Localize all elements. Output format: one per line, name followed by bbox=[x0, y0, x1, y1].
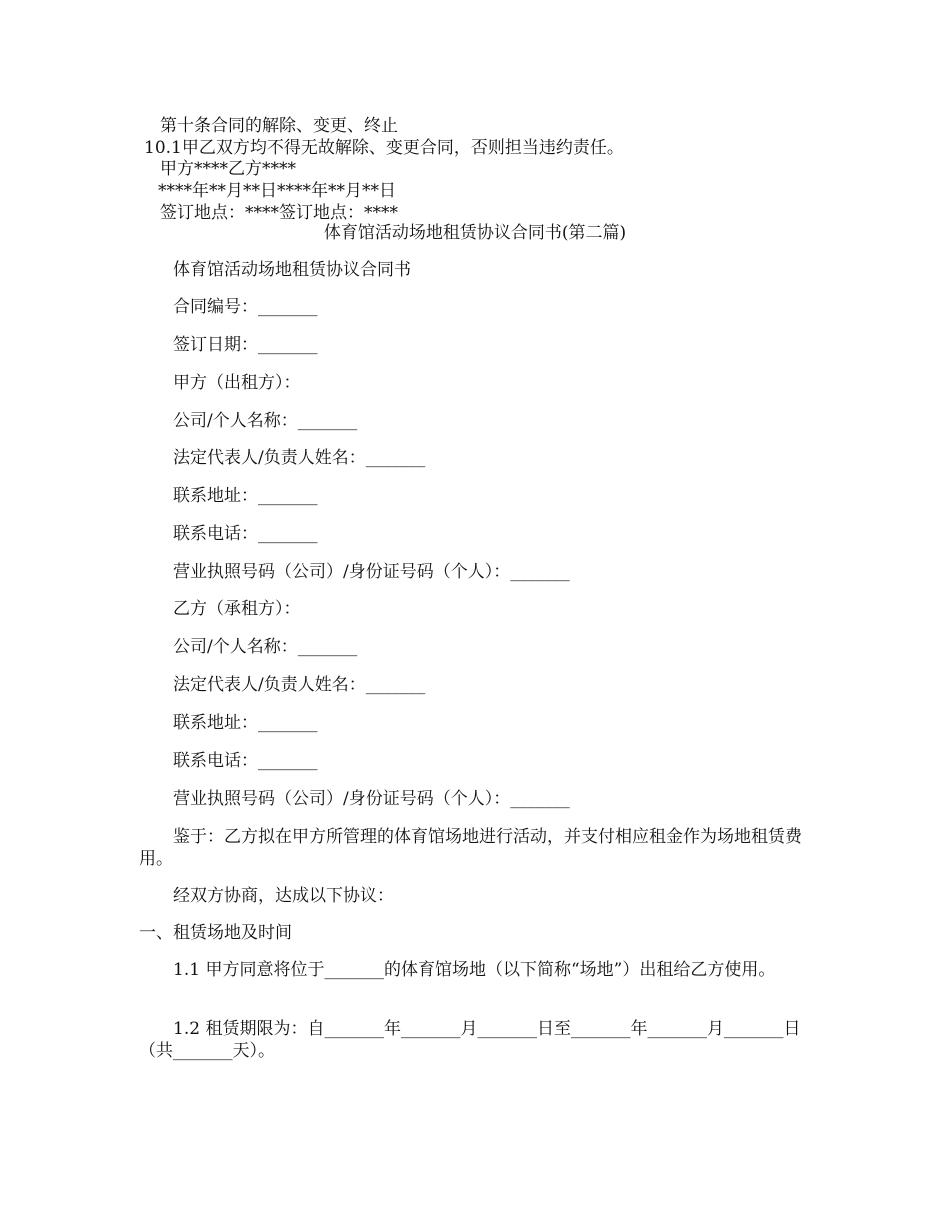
clause-10-1: 10.1甲乙双方均不得无故解除、变更合同，否则担当违约责任。 bbox=[144, 138, 624, 158]
party-a-license-field: 营业执照号码（公司）/身份证号码（个人）：_______ bbox=[173, 562, 570, 582]
sign-date-field: 签订日期：_______ bbox=[173, 335, 318, 355]
clause-1-2: 1.2 租赁期限为：自_______年_______月_______日至_______年_______月_______日（共_______天）。 bbox=[139, 1019, 801, 1061]
clause-1-1: 1.1 甲方同意将位于_______的体育馆场地（以下简称“场地”）出租给乙方使用。 bbox=[173, 960, 776, 980]
party-b-rep-field: 法定代表人/负责人姓名：_______ bbox=[173, 675, 426, 695]
party-a-rep-field: 法定代表人/负责人姓名：_______ bbox=[173, 448, 426, 468]
party-a-name-field: 公司/个人名称：_______ bbox=[173, 411, 358, 431]
signature-places: 签订地点：****签订地点：**** bbox=[160, 203, 398, 223]
section-1-heading: 一、租赁场地及时间 bbox=[139, 923, 292, 943]
whereas-paragraph: 鉴于：乙方拟在甲方所管理的体育馆场地进行活动，并支付相应租金作为场地租赁费用。 bbox=[139, 827, 802, 869]
party-b-address-field: 联系地址：_______ bbox=[173, 713, 318, 733]
article-10-heading: 第十条合同的解除、变更、终止 bbox=[160, 116, 398, 136]
party-b-phone-field: 联系电话：_______ bbox=[173, 751, 318, 771]
signature-dates: ****年**月**日****年**月**日 bbox=[158, 181, 396, 201]
party-a-address-field: 联系地址：_______ bbox=[173, 486, 318, 506]
signature-parties: 甲方****乙方**** bbox=[160, 159, 296, 179]
party-a-phone-field: 联系电话：_______ bbox=[173, 524, 318, 544]
party-b-name-field: 公司/个人名称：_______ bbox=[173, 637, 358, 657]
agreement-intro: 经双方协商，达成以下协议： bbox=[173, 886, 394, 906]
party-b-license-field: 营业执照号码（公司）/身份证号码（个人）：_______ bbox=[173, 789, 570, 809]
contract-number-field: 合同编号：_______ bbox=[173, 297, 318, 317]
party-a-label: 甲方（出租方）： bbox=[173, 373, 301, 393]
party-b-label: 乙方（承租方）： bbox=[173, 599, 301, 619]
document-subtitle: 体育馆活动场地租赁协议合同书 bbox=[173, 260, 411, 280]
document-title: 体育馆活动场地租赁协议合同书(第二篇) bbox=[323, 223, 627, 243]
